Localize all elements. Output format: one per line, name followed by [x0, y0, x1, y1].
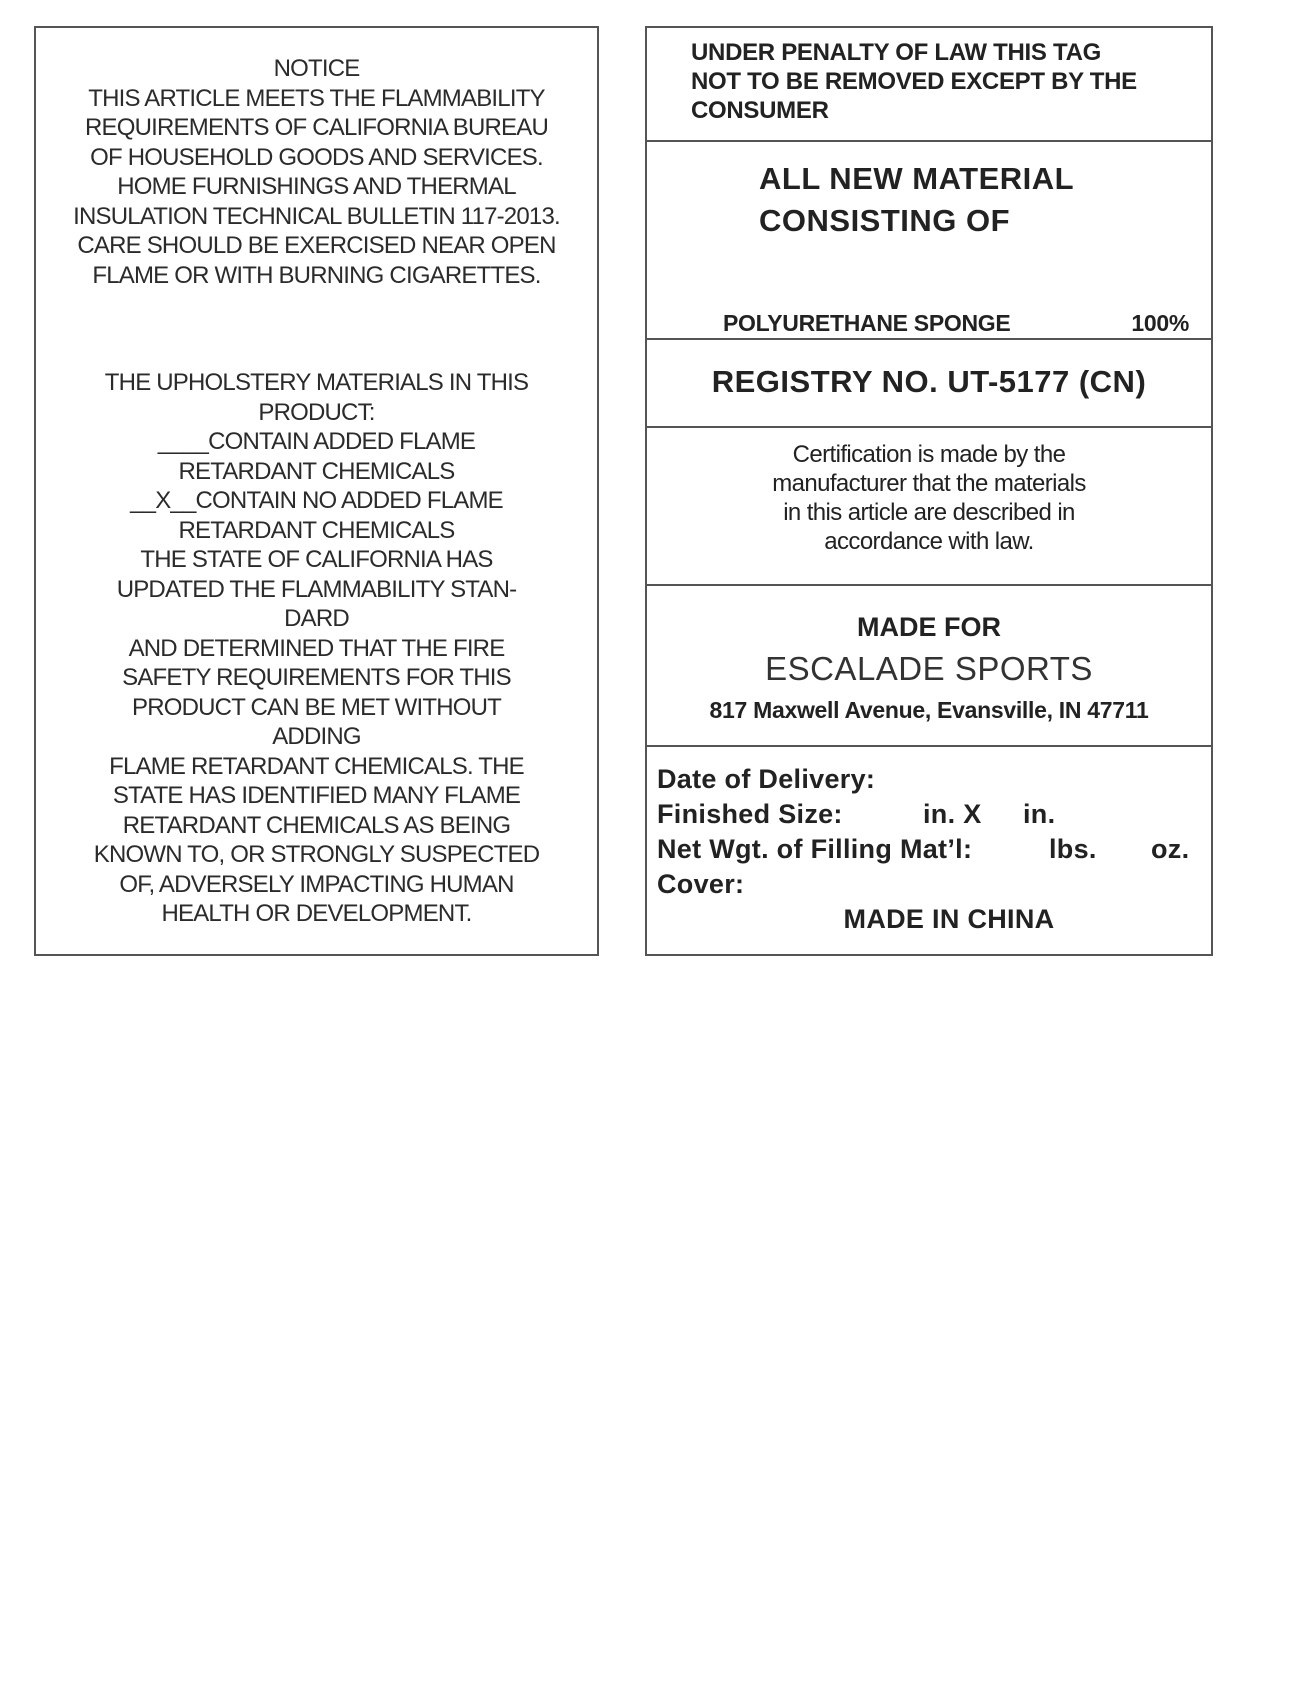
certification-line: manufacturer that the materials [772, 470, 1086, 497]
upholstery-line: OF, ADVERSELY IMPACTING HUMAN [119, 870, 514, 898]
section-divider [647, 426, 1211, 428]
notice-line: OF HOUSEHOLD GOODS AND SERVICES. [90, 143, 543, 171]
material-percent: 100% [1131, 310, 1189, 336]
penalty-line: UNDER PENALTY OF LAW THIS TAG [691, 39, 1101, 66]
company-address: 817 Maxwell Avenue, Evansville, IN 47711 [709, 697, 1149, 723]
size-inches: in. [1023, 799, 1056, 829]
notice-line: REQUIREMENTS OF CALIFORNIA BUREAU [85, 114, 548, 141]
upholstery-line: SAFETY REQUIREMENTS FOR THIS [122, 664, 511, 691]
finished-size-row [657, 797, 1201, 832]
upholstery-line: THE STATE OF CALIFORNIA HAS [140, 546, 493, 573]
registry-number: REGISTRY NO. UT-5177 (CN) [711, 364, 1147, 399]
certification-line: in this article are described in [783, 499, 1075, 526]
weight-lbs: lbs. [1049, 834, 1097, 864]
penalty-line: CONSUMER [691, 97, 829, 124]
cover-label: Cover: [657, 869, 745, 899]
notice-block [36, 54, 597, 290]
delivery-date-label: Date of Delivery: [657, 764, 876, 794]
delivery-date-row [657, 762, 1201, 797]
notice-line: THIS ARTICLE MEETS THE FLAMMABILITY [88, 84, 545, 112]
finished-size-label: Finished Size: [657, 799, 843, 829]
upholstery-line: RETARDANT CHEMICALS [178, 516, 455, 544]
certification-line: accordance with law. [824, 528, 1034, 555]
material-title-line: CONSISTING OF [759, 203, 1011, 238]
flammability-notice-tag [34, 26, 599, 956]
certification-line: Certification is made by the [792, 441, 1066, 468]
country-of-origin: MADE IN CHINA [843, 904, 1055, 934]
upholstery-line: AND DETERMINED THAT THE FIRE [128, 634, 505, 662]
upholstery-line: ADDING [272, 723, 361, 750]
section-divider [647, 584, 1211, 586]
law-label-tag [645, 26, 1213, 956]
upholstery-line: THE UPHOLSTERY MATERIALS IN THIS [104, 369, 529, 396]
certification-statement [647, 440, 1211, 556]
material-title [647, 158, 1211, 242]
notice-line: FLAME OR WITH BURNING CIGARETTES. [92, 261, 541, 289]
upholstery-line: HEALTH OR DEVELOPMENT. [161, 900, 472, 927]
upholstery-line: PRODUCT CAN BE MET WITHOUT [132, 693, 501, 721]
made-for-section [647, 608, 1211, 728]
upholstery-line: KNOWN TO, OR STRONGLY SUSPECTED [93, 841, 540, 868]
upholstery-line: RETARDANT CHEMICALS AS BEING [122, 811, 511, 839]
size-inches-x: in. X [923, 799, 982, 829]
delivery-details [657, 762, 1201, 937]
upholstery-line: FLAME RETARDANT CHEMICALS. THE [109, 752, 524, 780]
section-divider [647, 338, 1211, 340]
upholstery-statement [36, 368, 597, 929]
notice-line: CARE SHOULD BE EXERCISED NEAR OPEN [77, 232, 556, 259]
notice-line: NOTICE [273, 55, 360, 82]
section-divider [647, 140, 1211, 142]
notice-line: INSULATION TECHNICAL BULLETIN 117-2013. [73, 202, 560, 230]
upholstery-line: STATE HAS IDENTIFIED MANY FLAME [112, 782, 521, 809]
material-name: POLYURETHANE SPONGE [723, 310, 1011, 336]
upholstery-line: UPDATED THE FLAMMABILITY STAN- [116, 575, 517, 603]
no-added-flame-option: __X__CONTAIN NO ADDED FLAME [130, 487, 503, 514]
penalty-line: NOT TO BE REMOVED EXCEPT BY THE [691, 68, 1137, 95]
section-divider [647, 745, 1211, 747]
cover-row [657, 867, 1201, 902]
upholstery-line: DARD [284, 605, 349, 632]
added-flame-option: ____CONTAIN ADDED FLAME [157, 428, 476, 455]
company-name: ESCALADE SPORTS [765, 650, 1093, 687]
penalty-warning [647, 38, 1211, 125]
made-for-label: MADE FOR [857, 612, 1001, 642]
material-row [723, 310, 1189, 337]
net-weight-row [657, 832, 1201, 867]
upholstery-line: RETARDANT CHEMICALS [178, 457, 455, 485]
material-title-line: ALL NEW MATERIAL [759, 161, 1075, 196]
net-weight-label: Net Wgt. of Filling Mat’l: [657, 834, 973, 864]
notice-line: HOME FURNISHINGS AND THERMAL [117, 173, 516, 200]
weight-oz: oz. [1151, 834, 1190, 864]
material-section [647, 158, 1211, 336]
upholstery-line: PRODUCT: [258, 398, 375, 426]
